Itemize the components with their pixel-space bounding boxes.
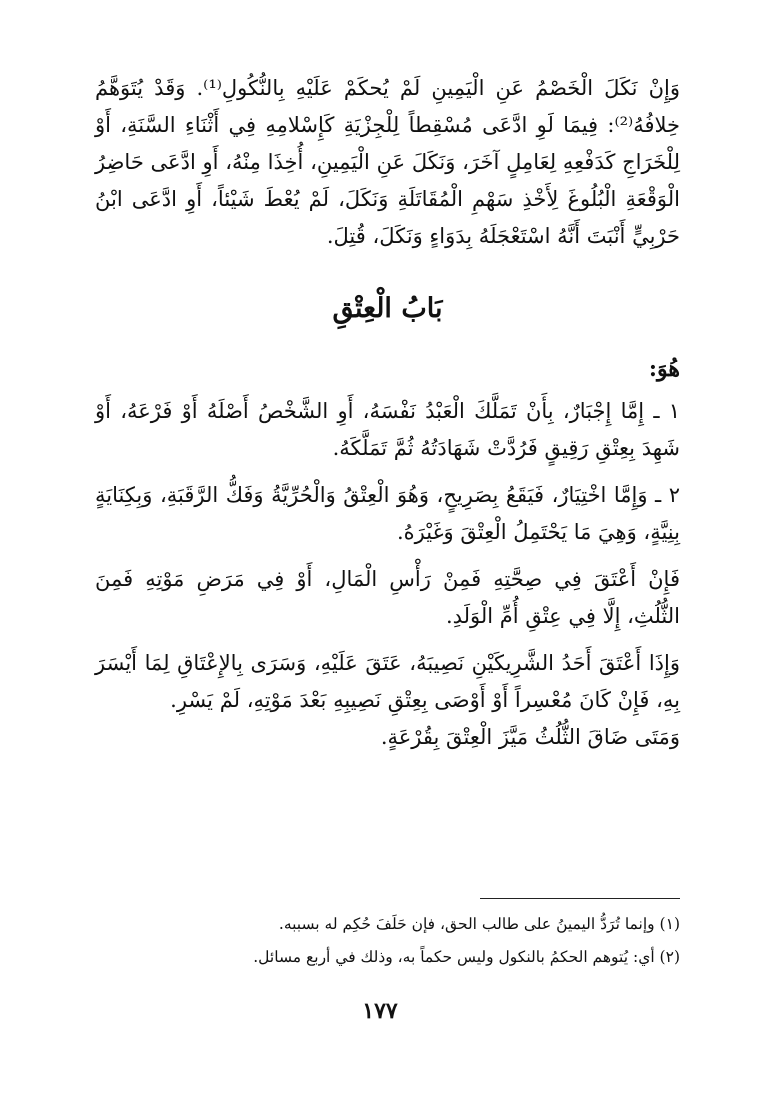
footnote-1: (١) وإنما تُرَدُّ اليمينُ على طالب الحق، فإن حَلَفَ حُكِم له بسببه. xyxy=(278,915,680,933)
health-paragraph: فَإِنْ أَعْتَقَ فِي صِحَّتِهِ فَمِنْ رَأْسِ الْمَالِ، أَوْ فِي مَرَضِ مَوْتِهِ فَمِنَ الثُّلُثِ، إِلَّا فِي عِتْقِ أُمِّ الْوَلَدِ. xyxy=(95,567,680,628)
footnotes xyxy=(95,908,680,974)
page-body xyxy=(95,70,680,756)
chapter-title: بَابُ الْعِتْقِ xyxy=(332,293,443,324)
list-item-1: ١ ـ إِمَّا إِجْبَارٌ، بِأَنْ تَمَلَّكَ الْعَبْدُ نَفْسَهُ، أَوِ الشَّخْصُ أَصْلَهُ أَوْ فَرْعَهُ، أَوْ شَهِدَ بِعِتْقِ رَقِيقٍ فَرُدَّتْ شَهَادَتُهُ ثُمَّ تَمَلَّكَهُ. xyxy=(95,399,680,460)
footnote-divider xyxy=(480,898,680,899)
partners-paragraph: وَإِذَا أَعْتَقَ أَحَدُ الشَّرِيكَيْنِ نَصِيبَهُ، عَتَقَ عَلَيْهِ، وَسَرَى بِالإِعْتَاقِ لِمَا أَيْسَرَ بِهِ، فَإِنْ كَانَ مُعْسِراً أَوْ أَوْصَى بِعِتْقِ نَصِيبِهِ بَعْدَ مَوْتِهِ، لَمْ يَسْرِ. xyxy=(95,651,680,712)
list-item-2: ٢ ـ وَإِمَّا اخْتِيَارٌ، فَيَقَعُ بِصَرِيحٍ، وَهُوَ الْعِتْقُ وَالْحُرِّيَّةُ وَفَكُّ الرَّقَبَةِ، وَبِكِنَايَةٍ بِنِيَّةٍ، وَهِيَ مَا يَحْتَمِلُ الْعِتْقَ وَغَيْرَهُ. xyxy=(95,483,680,544)
footnote-2: (٢) أي: يُتوهم الحكمُ بالنكول وليس حكماً به، وذلك في أربع مسائل. xyxy=(253,948,680,966)
subheading: هُوَ: xyxy=(648,356,680,382)
intro-paragraph: وَإِنْ نَكَلَ الْخَصْمُ عَنِ الْيَمِينِ لَمْ يُحكَمْ عَلَيْهِ بِالنُّكُولِ⁽¹⁾. وَقَدْ يُتَوَهَّمُ خِلافُهُ⁽²⁾: فِيمَا لَوِ ادَّعَى مُسْقِطاً لِلْجِزْيَةِ كَإِسْلامِهِ فِي أَثْنَاءِ السَّنَةِ، أَوْ لِلْخَرَاجِ كَدَفْعِهِ لِعَامِلٍ آخَرَ، وَنَكَلَ عَنِ الْيَمِينِ، أُخِذَا مِنْهُ، أَوِ ادَّعَى حَاضِرُ الْوَقْعَةِ الْبُلُوغَ لِأَخْذِ سَهْمِ الْمُقَاتَلَةِ وَنَكَلَ، لَمْ يُعْطَ شَيْئاً، أَوِ ادَّعَى ابْنُ حَرْبِيٍّ أَنْبَتَ أَنَّهُ اسْتَعْجَلَهُ بِدَوَاءٍ وَنَكَلَ، قُتِلَ. xyxy=(95,76,681,248)
page-number: ١٧٧ xyxy=(362,998,398,1024)
third-paragraph: وَمَتَى ضَاقَ الثُّلُثُ مَيَّزَ الْعِتْقَ بِقُرْعَةٍ. xyxy=(380,725,680,749)
